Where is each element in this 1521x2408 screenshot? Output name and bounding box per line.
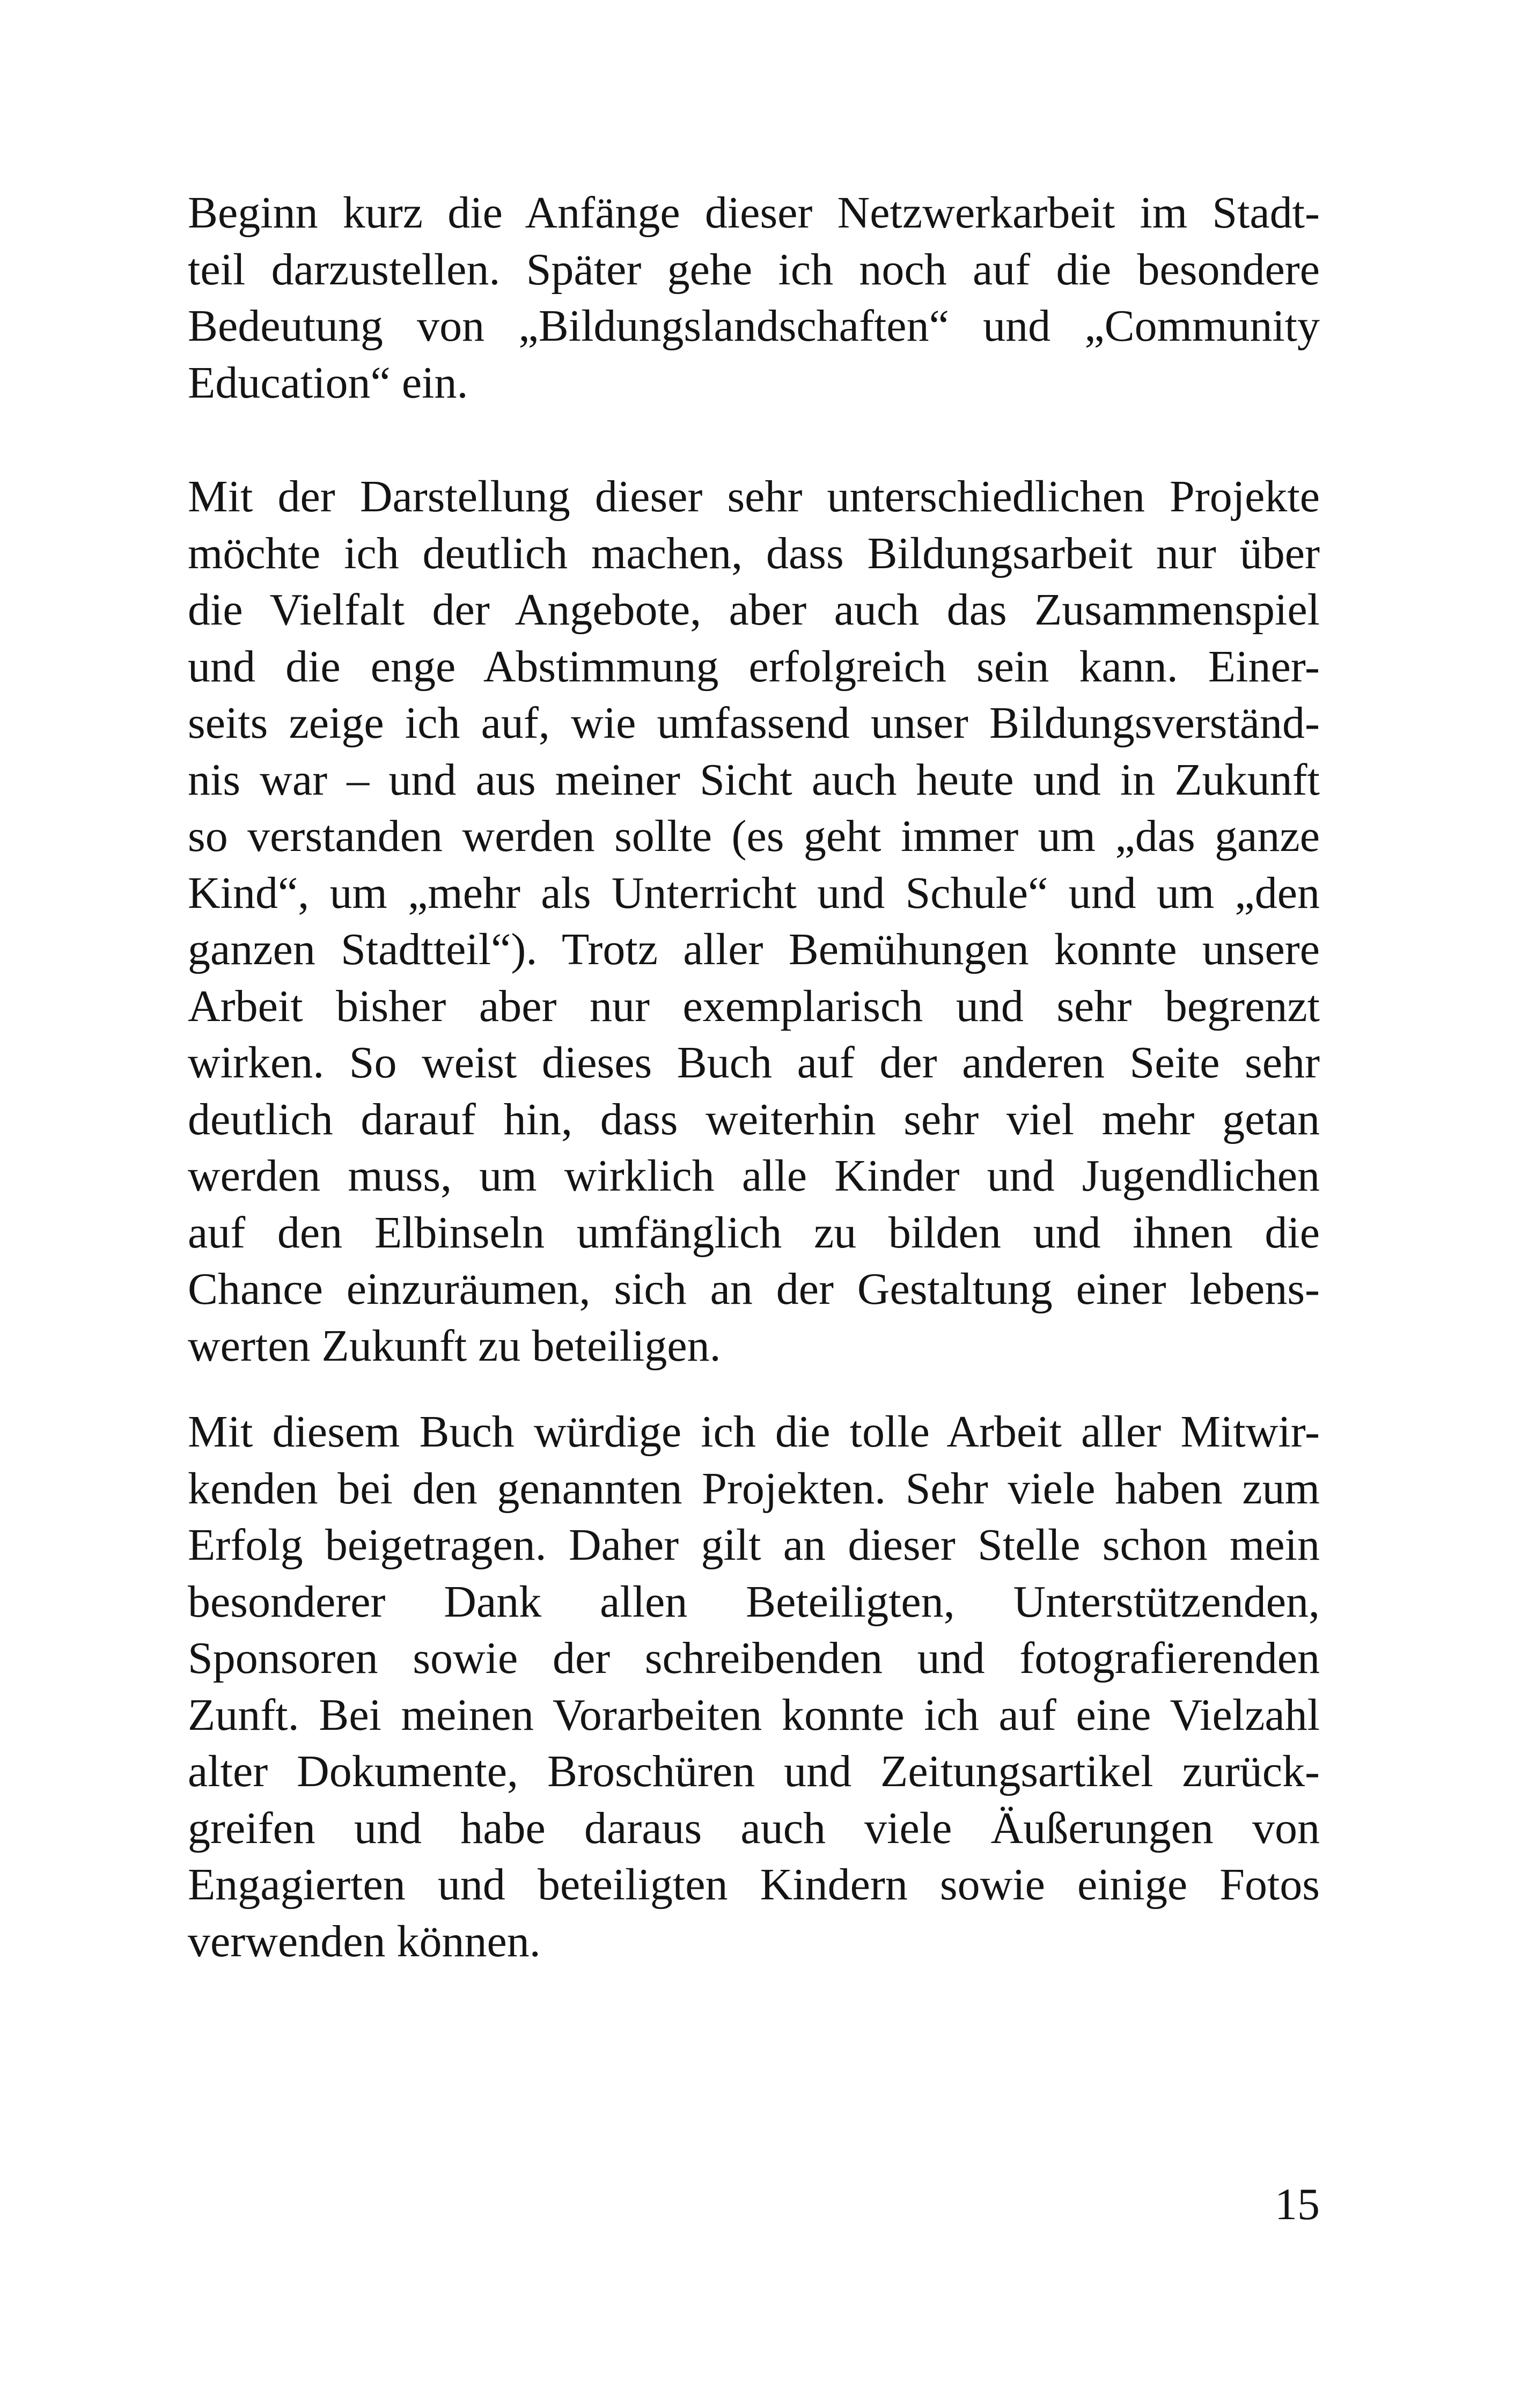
text-line: Kind“, um „mehr als Unterricht und Schule“ und um „den [188,868,1320,918]
paragraph-1 [188,185,1320,411]
text-line: kenden bei den genannten Projekten. Sehr viele haben zum [188,1463,1320,1514]
text-line: ganzen Stadtteil“). Trotz aller Bemühungen konnte unsere [188,924,1320,974]
paragraph-3 [188,1404,1320,1970]
text-line: greifen und habe daraus auch viele Äußerungen von [188,1803,1320,1853]
text-line: teil darzustellen. Später gehe ich noch auf die besondere [188,244,1320,295]
text-line: Erfolg beigetragen. Daher gilt an dieser Stelle schon mein [188,1520,1320,1570]
text-line: Mit diesem Buch würdige ich die tolle Arbeit aller Mitwir- [188,1407,1320,1457]
text-line: möchte ich deutlich machen, dass Bildungsarbeit nur über [188,528,1320,578]
text-line: Bedeutung von „Bildungslandschaften“ und „Community [188,301,1320,351]
page-number: 15 [1275,2179,1320,2229]
text-line: Mit der Darstellung dieser sehr unterschiedlichen Projekte [188,472,1320,522]
text-line: Beginn kurz die Anfänge dieser Netzwerkarbeit im Stadt- [188,188,1320,238]
paragraph-2 [188,468,1320,1374]
text-line: auf den Elbinseln umfänglich zu bilden und ihnen die [188,1207,1320,1258]
text-line: Arbeit bisher aber nur exemplarisch und sehr begrenzt [188,981,1320,1031]
text-line: alter Dokumente, Broschüren und Zeitungsartikel zurück- [188,1746,1320,1796]
text-line: deutlich darauf hin, dass weiterhin sehr viel mehr getan [188,1094,1320,1144]
text-line: und die enge Abstimmung erfolgreich sein kann. Einer- [188,641,1320,692]
text-line: wirken. So weist dieses Buch auf der anderen Seite sehr [188,1038,1320,1088]
text-line: Chance einzuräumen, sich an der Gestaltung einer lebens- [188,1264,1320,1314]
text-line: die Vielfalt der Angebote, aber auch das Zusammenspiel [188,585,1320,635]
text-line: werden muss, um wirklich alle Kinder und Jugendlichen [188,1151,1320,1201]
text-line: Education“ ein. [188,357,468,408]
text-line: so verstanden werden sollte (es geht immer um „das ganze [188,811,1320,861]
text-line: Zunft. Bei meinen Vorarbeiten konnte ich auf eine Vielzahl [188,1690,1320,1740]
text-line: verwenden können. [188,1916,541,1966]
text-line: besonderer Dank allen Beteiligten, Unterstützenden, [188,1576,1320,1627]
text-line: nis war – und aus meiner Sicht auch heute und in Zukunft [188,754,1320,805]
text-line: Engagierten und beteiligten Kindern sowie einige Fotos [188,1860,1320,1910]
text-line: Sponsoren sowie der schreibenden und fotografierenden [188,1633,1320,1683]
text-line: seits zeige ich auf, wie umfassend unser Bildungsverständ- [188,698,1320,748]
text-line: werten Zukunft zu beteiligen. [188,1320,721,1371]
